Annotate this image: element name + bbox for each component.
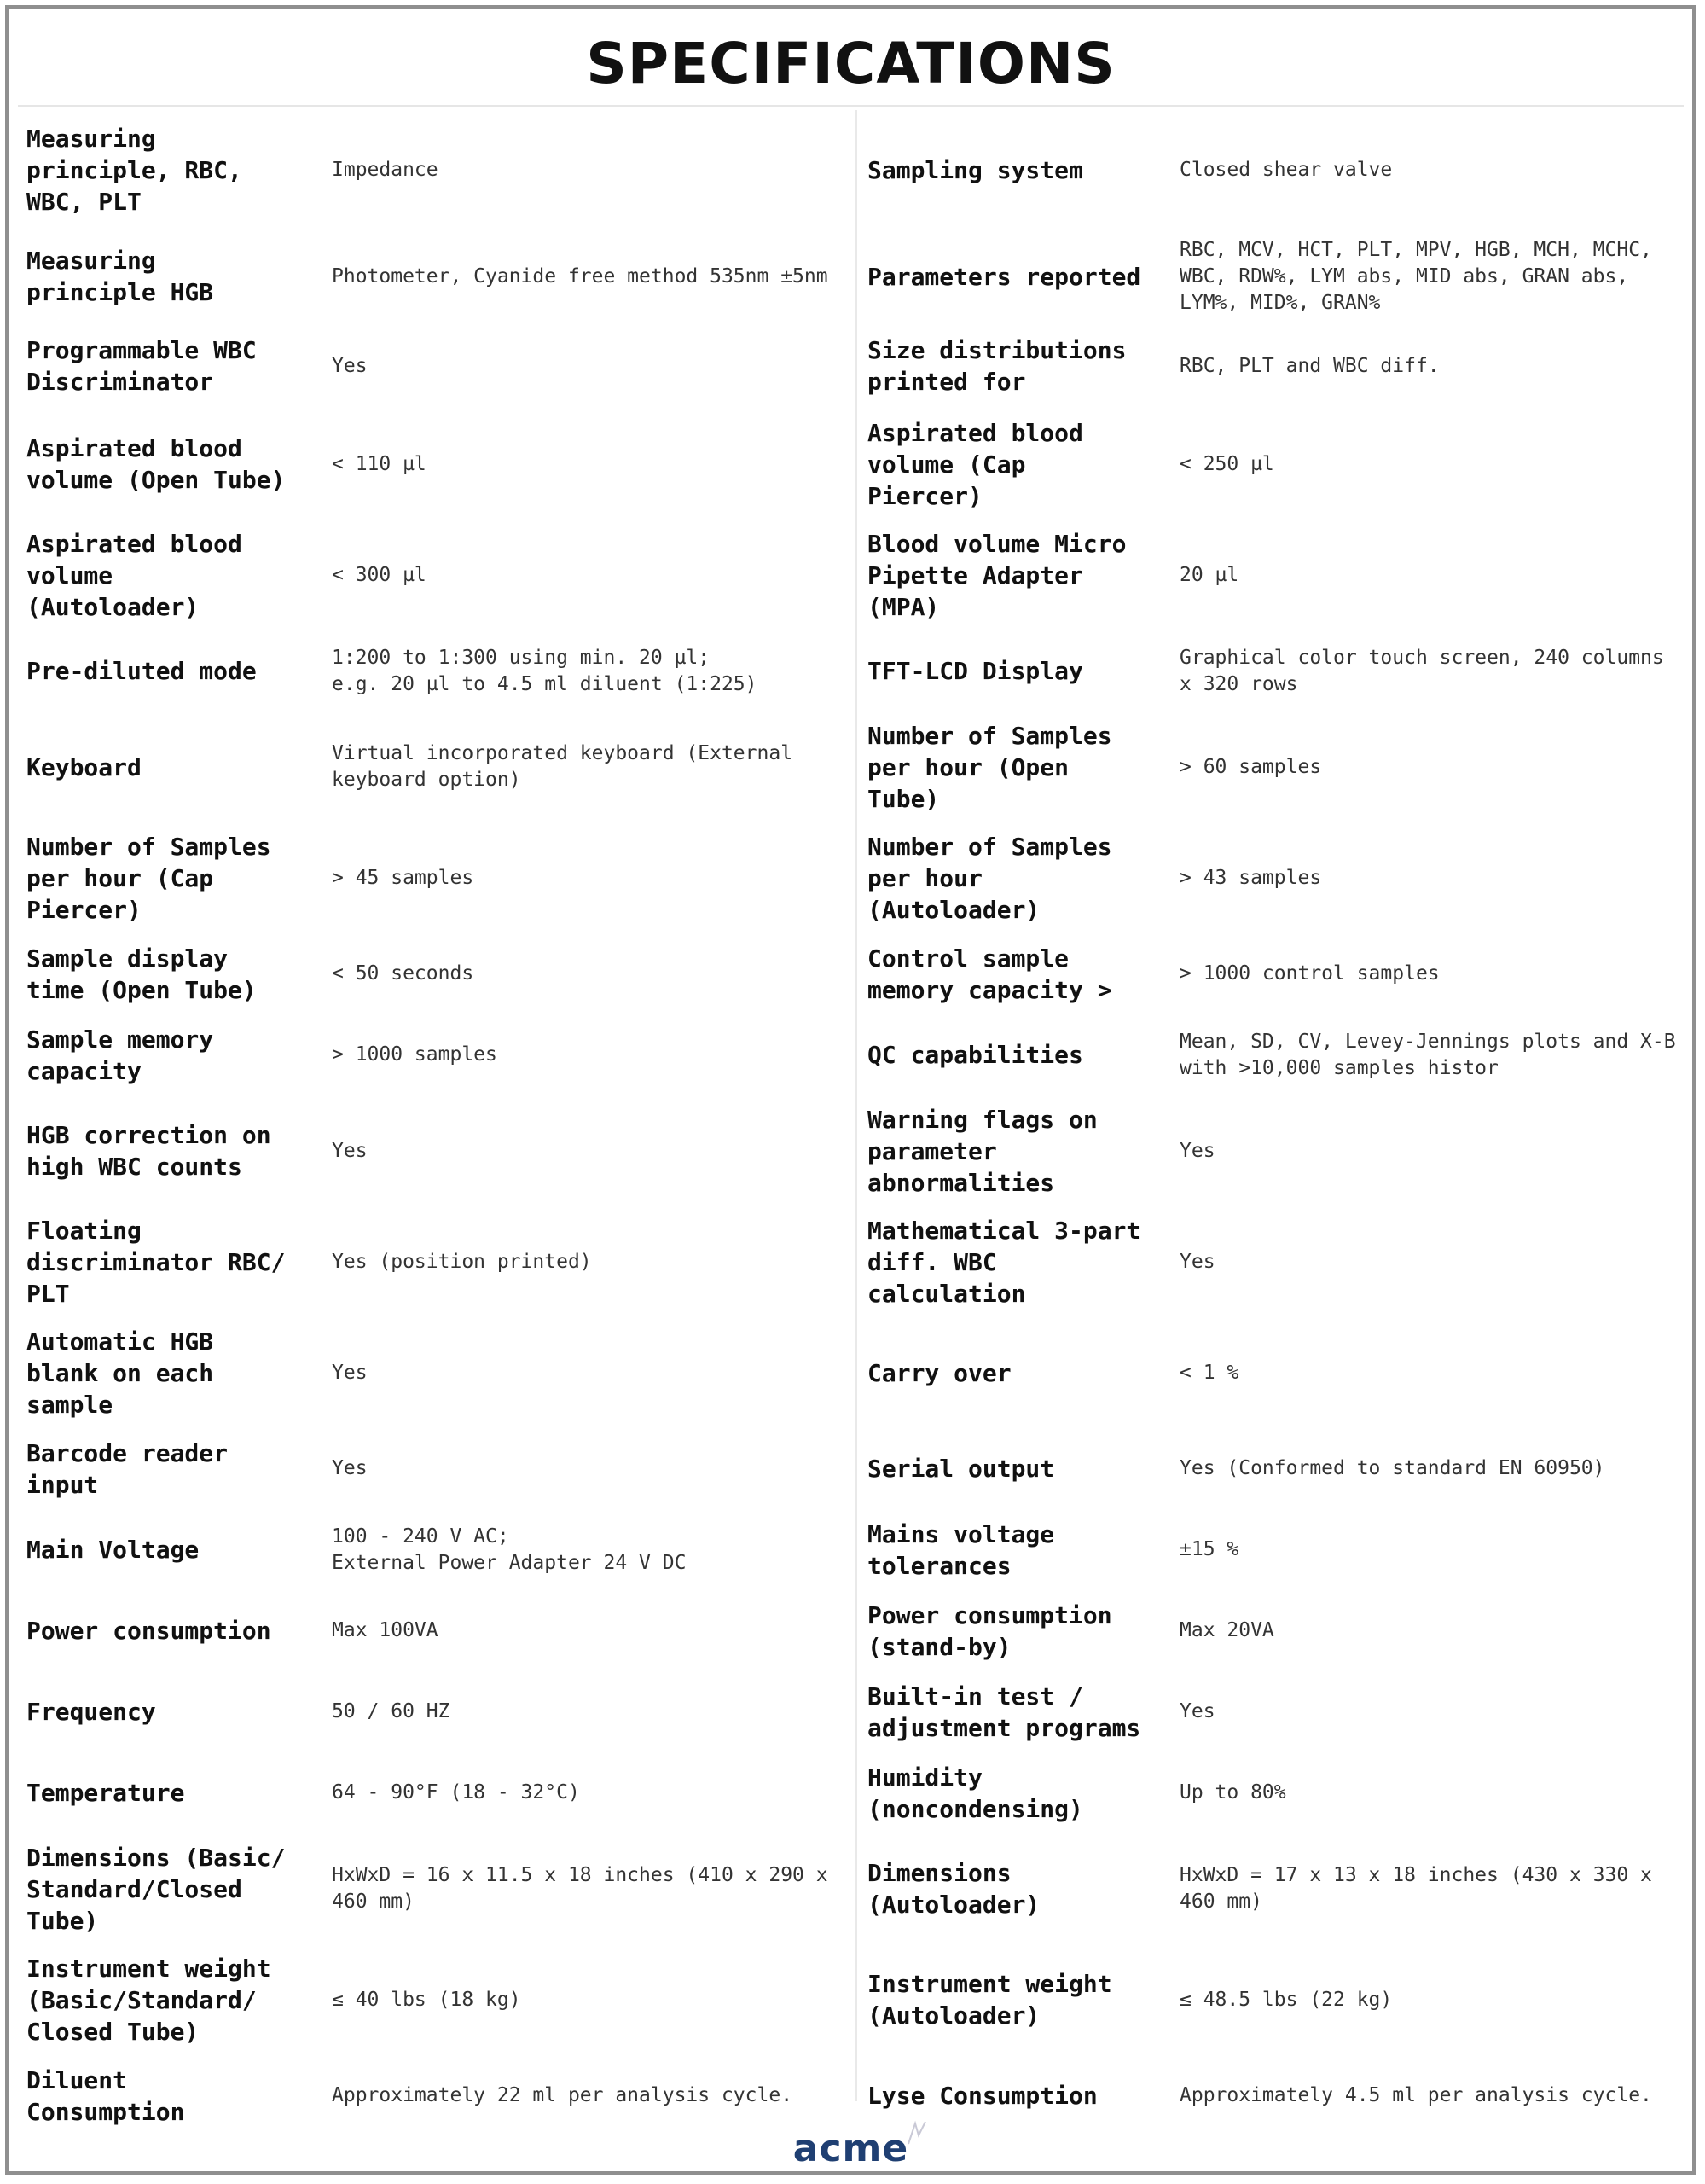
spec-value: Yes <box>332 1361 368 1384</box>
spec-label: Measuring principle, RBC, WBC, PLT <box>26 124 242 216</box>
spec-value: < 1 % <box>1180 1361 1239 1384</box>
spec-value: Up to 80% <box>1180 1781 1286 1804</box>
spec-row <box>18 1206 854 1317</box>
spec-value: > 1000 control samples <box>1180 962 1440 985</box>
spec-row <box>861 409 1696 520</box>
spec-value: Yes <box>1180 1700 1215 1722</box>
spec-value: Yes (Conformed to standard EN 60950) <box>1180 1457 1605 1479</box>
spec-label: Aspirated blood volume (Cap Piercer) <box>867 418 1083 510</box>
spec-row <box>18 630 854 712</box>
spec-label: Number of Samples per hour (Open Tube) <box>867 721 1112 813</box>
spec-label: Mains voltage tolerances <box>867 1519 1055 1580</box>
spec-value: ±15 % <box>1180 1538 1239 1560</box>
spec-row <box>18 2055 854 2136</box>
spec-row <box>18 409 854 520</box>
spec-value: RBC, PLT and WBC diff. <box>1180 354 1440 377</box>
spec-value: Mean, SD, CV, Levey-Jennings plots and X-B with >10,000 samples histor <box>1180 1030 1676 1079</box>
spec-label: Main Voltage <box>26 1536 200 1564</box>
spec-value: > 1000 samples <box>332 1043 497 1066</box>
spec-label: Keyboard <box>26 752 142 781</box>
spec-row <box>861 1509 1696 1590</box>
spec-value: Yes <box>332 1139 368 1162</box>
spec-label: HGB correction on high WBC counts <box>26 1121 271 1181</box>
spec-row <box>861 1095 1696 1206</box>
spec-row <box>861 1752 1696 1833</box>
spec-value: Virtual incorporated keyboard (External keyboard option) <box>332 742 793 791</box>
spec-label: Automatic HGB blank on each sample <box>26 1327 214 1419</box>
spec-value: HxWxD = 17 x 13 x 18 inches (430 x 330 x 460 mm) <box>1180 1864 1652 1913</box>
spec-value: RBC, MCV, HCT, PLT, MPV, HGB, MCH, MCHC, WBC, RDW%, LYM abs, MID abs, GRAN abs, LYM%, MID%, GRAN% <box>1180 238 1652 314</box>
spec-label: Size distributions printed for <box>867 336 1127 396</box>
spec-value: Approximately 4.5 ml per analysis cycle. <box>1180 2084 1652 2106</box>
spec-row <box>861 2055 1696 2136</box>
spec-label: Control sample memory capacity > <box>867 944 1112 1004</box>
spec-column-left <box>18 110 854 2136</box>
spec-label: TFT-LCD Display <box>867 657 1083 685</box>
spec-row <box>18 1317 854 1428</box>
spec-row <box>861 1671 1696 1752</box>
spec-value: Yes <box>1180 1250 1215 1273</box>
spec-row <box>861 1014 1696 1095</box>
spec-value: < 300 µl <box>332 563 426 586</box>
spec-row <box>861 229 1696 323</box>
spec-label: Warning flags on parameter abnormalities <box>867 1105 1098 1197</box>
spec-row <box>861 1428 1696 1509</box>
spec-label: Power consumption (stand-by) <box>867 1600 1112 1661</box>
spec-value: Photometer, Cyanide free method 535nm ±5nm <box>332 264 828 288</box>
spec-value: 20 µl <box>1180 563 1239 586</box>
spec-row <box>18 933 854 1014</box>
spec-label: Pre-diluted mode <box>26 657 257 685</box>
spec-label: Instrument weight (Basic/Standard/ Closed Tube) <box>26 1954 271 2046</box>
spec-value: Yes (position printed) <box>332 1250 592 1273</box>
spec-label: Lyse Consumption <box>867 2082 1098 2110</box>
spec-label: Barcode reader input <box>26 1438 229 1499</box>
spec-label: Aspirated blood volume (Open Tube) <box>26 434 286 494</box>
spec-row <box>18 229 854 323</box>
spec-label: Dimensions (Basic/ Standard/Closed Tube) <box>26 1843 286 1935</box>
spec-row <box>18 1944 854 2055</box>
spec-label: Parameters reported <box>867 262 1141 291</box>
spec-row <box>18 1509 854 1590</box>
title-divider <box>18 105 1684 107</box>
spec-value: Impedance <box>332 158 438 181</box>
spec-row <box>18 1671 854 1752</box>
spec-label: Mathematical 3-part diff. WBC calculation <box>867 1216 1141 1308</box>
acme-logo <box>793 2127 908 2170</box>
spec-row <box>18 520 854 630</box>
spec-value: ≤ 40 lbs (18 kg) <box>332 1988 521 2011</box>
spec-label: Carry over <box>867 1358 1012 1387</box>
spec-label: Floating discriminator RBC/ PLT <box>26 1216 286 1308</box>
spec-value: < 50 seconds <box>332 962 474 985</box>
page-title: SPECIFICATIONS <box>586 31 1116 96</box>
logo-swoosh-icon <box>907 2120 927 2146</box>
spec-row <box>18 110 854 229</box>
spec-row <box>18 1590 854 1671</box>
spec-row <box>861 1944 1696 2055</box>
spec-row <box>861 822 1696 933</box>
spec-label: Number of Samples per hour (Cap Piercer) <box>26 832 271 924</box>
spec-label: Built-in test / adjustment programs <box>867 1682 1141 1742</box>
spec-label: Temperature <box>26 1779 185 1807</box>
spec-row <box>18 323 854 409</box>
spec-value: 100 - 240 V AC; External Power Adapter 24 V DC <box>332 1525 687 1574</box>
spec-row <box>861 1317 1696 1428</box>
spec-label: Sample memory capacity <box>26 1025 214 1085</box>
spec-value: Graphical color touch screen, 240 columns x 320 rows <box>1180 646 1664 695</box>
spec-value: Max 100VA <box>332 1619 438 1641</box>
spec-label: Humidity (noncondensing) <box>867 1763 1083 1823</box>
spec-label: Dimensions (Autoloader) <box>867 1859 1041 1919</box>
spec-value: > 60 samples <box>1180 755 1322 778</box>
spec-value: Yes <box>332 354 368 377</box>
spec-row <box>861 520 1696 630</box>
spec-value: 64 - 90°F (18 - 32°C) <box>332 1781 580 1804</box>
spec-row <box>18 1428 854 1509</box>
spec-value: HxWxD = 16 x 11.5 x 18 inches (410 x 290 x 460 mm) <box>332 1864 828 1913</box>
spec-value: < 110 µl <box>332 452 426 475</box>
spec-row <box>18 1095 854 1206</box>
spec-value: < 250 µl <box>1180 452 1274 475</box>
spec-value: 50 / 60 HZ <box>332 1700 450 1722</box>
spec-label: Frequency <box>26 1698 156 1726</box>
spec-value: Max 20VA <box>1180 1619 1274 1641</box>
spec-row <box>861 630 1696 712</box>
column-divider <box>855 110 857 2101</box>
spec-value: Approximately 22 ml per analysis cycle. <box>332 2084 793 2106</box>
spec-row <box>861 1590 1696 1671</box>
spec-value: Yes <box>332 1457 368 1479</box>
spec-sheet-frame <box>5 5 1696 2175</box>
spec-row <box>18 1014 854 1095</box>
spec-label: Power consumption <box>26 1617 271 1645</box>
spec-value: > 43 samples <box>1180 866 1322 889</box>
spec-value: Closed shear valve <box>1180 158 1393 181</box>
footer-logo <box>9 2127 1692 2170</box>
spec-row <box>18 1752 854 1833</box>
spec-label: Measuring principle HGB <box>26 247 214 306</box>
spec-label: Instrument weight (Autoloader) <box>867 1970 1112 2030</box>
spec-row <box>861 1206 1696 1317</box>
spec-row <box>18 712 854 822</box>
spec-value: ≤ 48.5 lbs (22 kg) <box>1180 1988 1393 2011</box>
spec-label: Aspirated blood volume (Autoloader) <box>26 529 242 621</box>
spec-label: Diluent Consumption <box>26 2065 185 2126</box>
spec-label: QC capabilities <box>867 1041 1083 1069</box>
spec-row <box>861 110 1696 229</box>
spec-value: 1:200 to 1:300 using min. 20 µl; e.g. 20 µl to 4.5 ml diluent (1:225) <box>332 646 757 695</box>
spec-row <box>18 822 854 933</box>
spec-label: Sampling system <box>867 155 1083 184</box>
spec-row <box>861 1833 1696 1944</box>
logo-text: acme <box>792 2127 909 2170</box>
spec-label: Programmable WBC Discriminator <box>26 336 257 396</box>
spec-label: Number of Samples per hour (Autoloader) <box>867 832 1112 924</box>
spec-column-right <box>861 110 1696 2136</box>
spec-row <box>18 1833 854 1944</box>
spec-row <box>861 323 1696 409</box>
spec-value: Yes <box>1180 1139 1215 1162</box>
spec-row <box>861 933 1696 1014</box>
spec-label: Sample display time (Open Tube) <box>26 944 257 1004</box>
spec-label: Serial output <box>867 1455 1055 1483</box>
spec-value: > 45 samples <box>332 866 474 889</box>
spec-row <box>861 712 1696 822</box>
spec-label: Blood volume Micro Pipette Adapter (MPA) <box>867 529 1127 621</box>
